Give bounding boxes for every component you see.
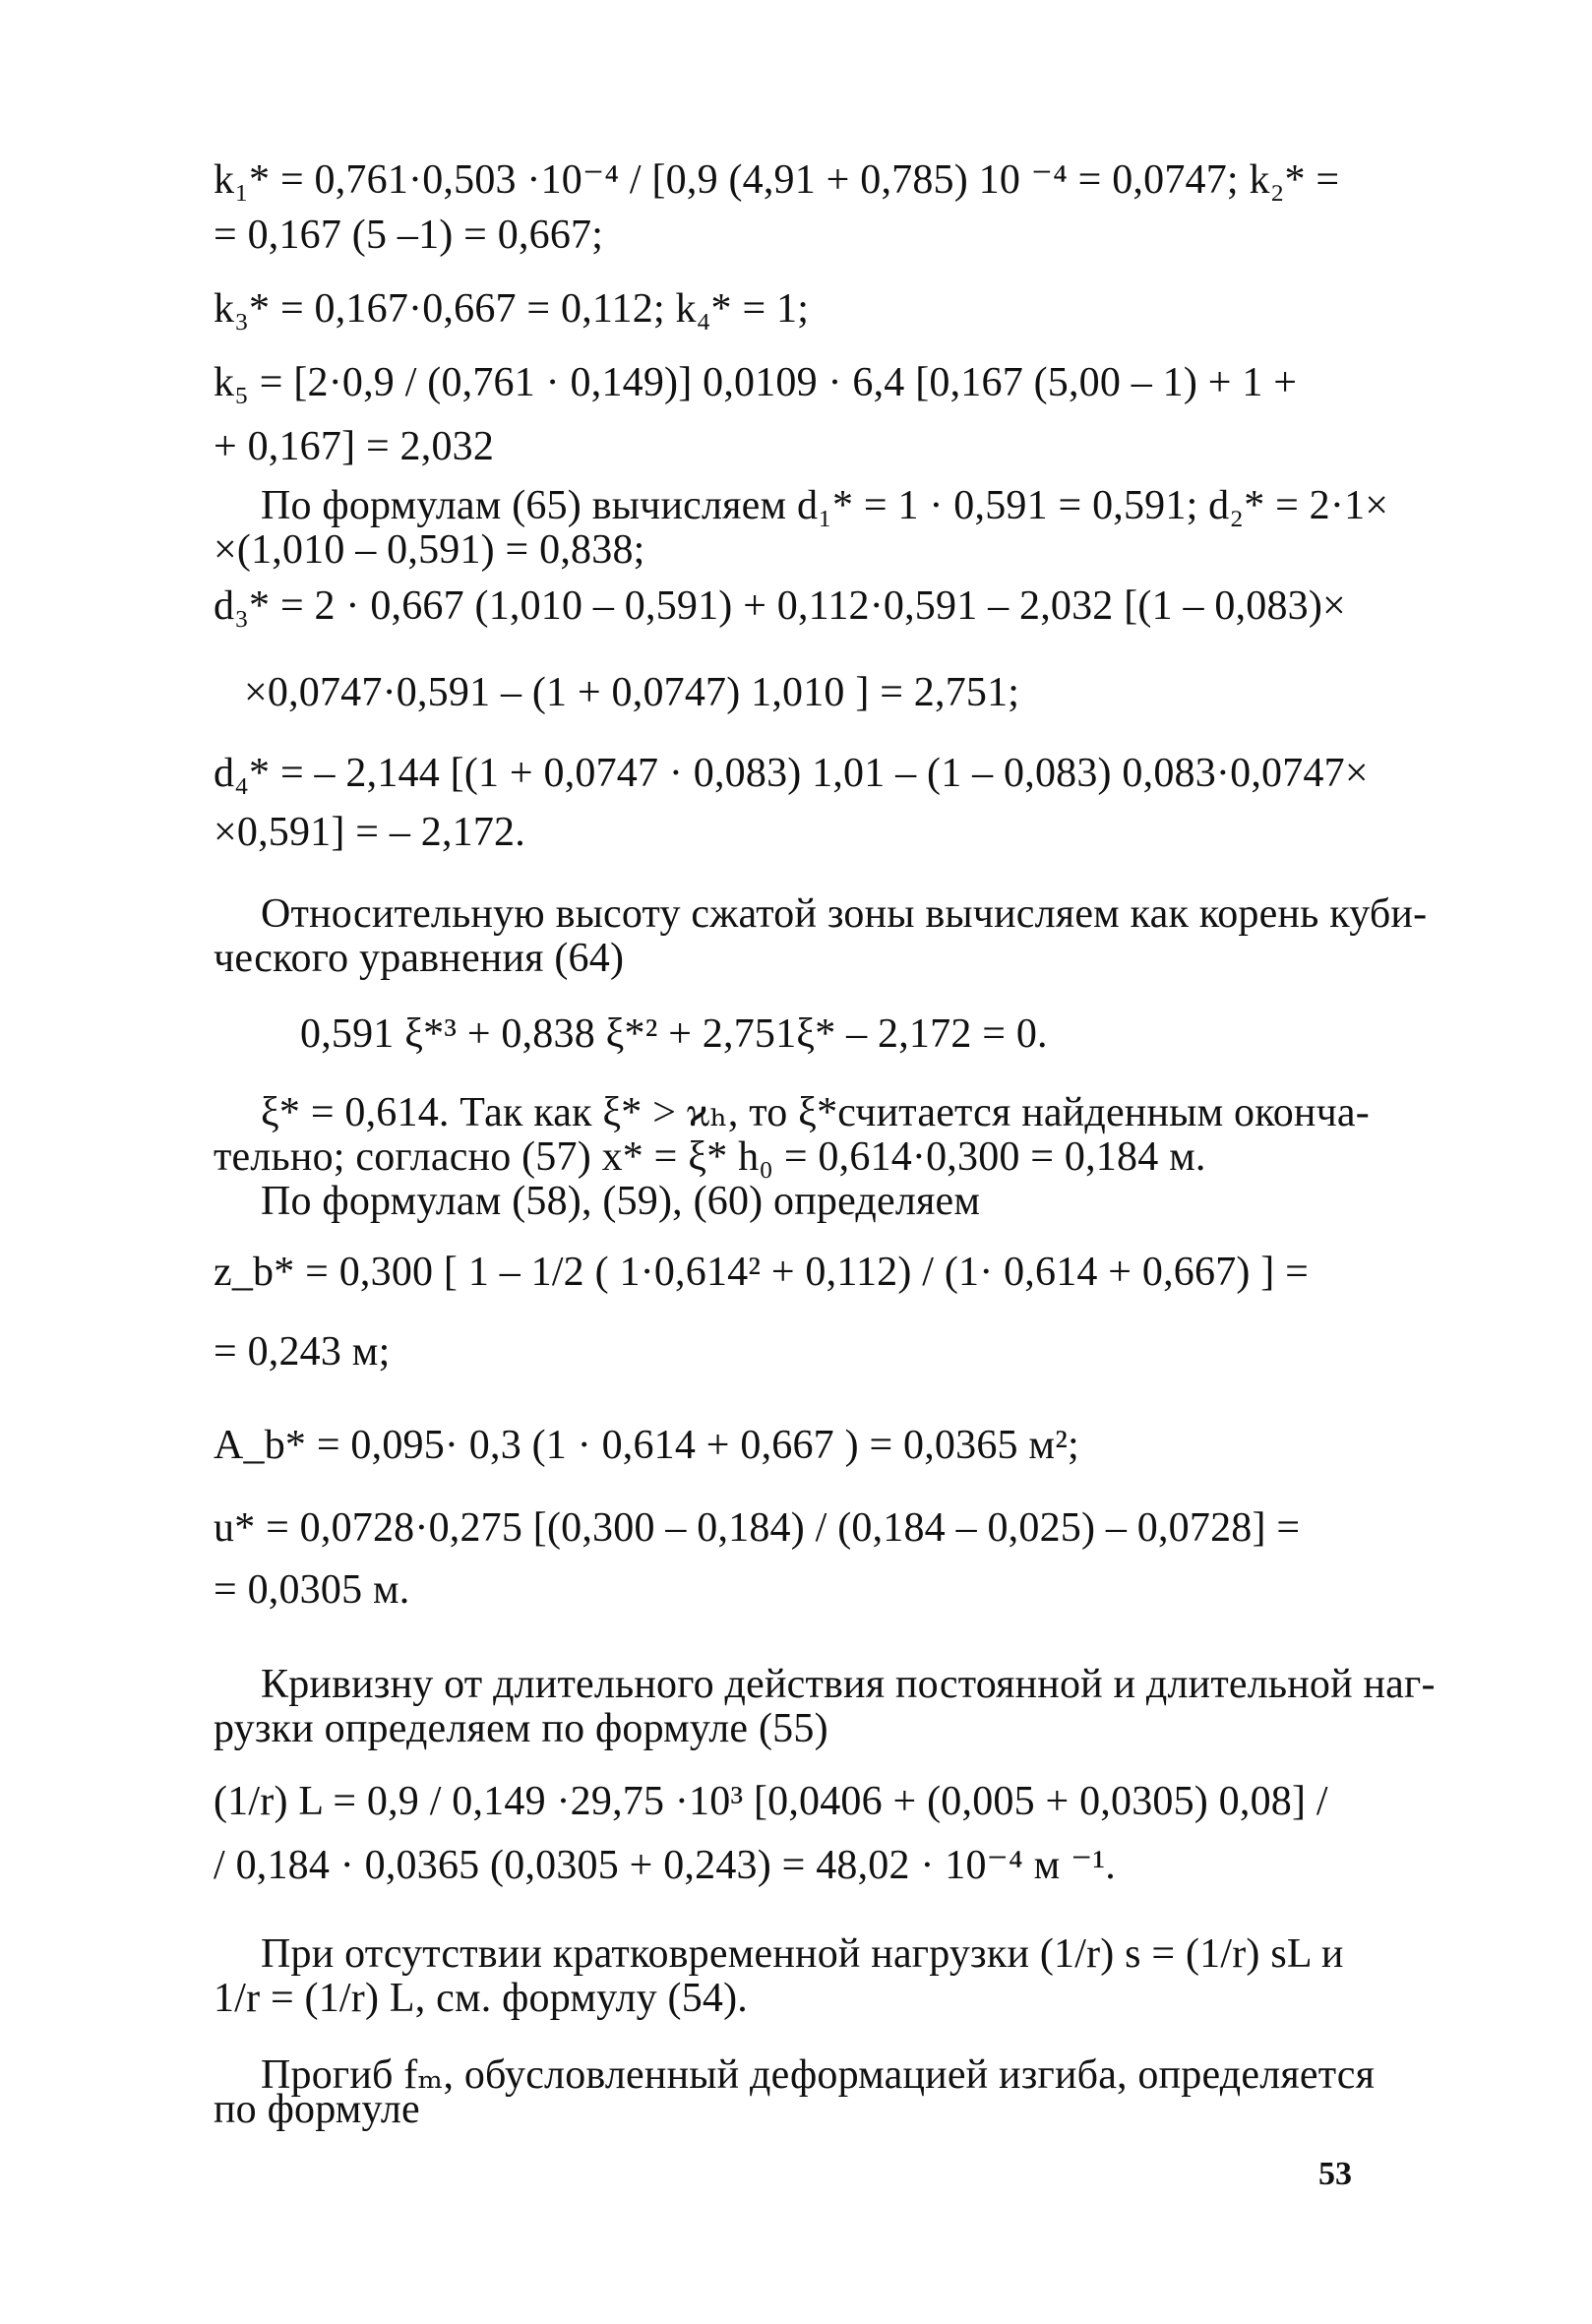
formula-curvature-line-2: / 0,184 · 0,0365 (0,0305 + 0,243) = 48,02 · 10⁻⁴ м ⁻¹. — [214, 1843, 1116, 1888]
paragraph-short-term-line-1: При отсутствии кратковременной нагрузки (1/r) s = (1/r) sL и — [261, 1931, 1344, 1977]
paragraph-curvature-line-2: рузки определяем по формуле (55) — [214, 1706, 828, 1751]
formula-zb-line-1: z_b* = 0,300 [ 1 – 1/2 ( 1·0,614² + 0,112) / (1· 0,614 + 0,667) ] = — [214, 1250, 1310, 1295]
paragraph-cubic-line-2: ческого уравнения (64) — [214, 936, 625, 981]
paragraph-curvature-line-1: Кривизну от длительного действия постоянной и длительной наг- — [261, 1662, 1436, 1707]
paragraph-deflection-line-1: Прогиб fₘ, обусловленный деформацией изгиба, определяется — [261, 2052, 1376, 2098]
paragraph-xi-line-2: тельно; согласно (57) x* = ξ* h₀ = 0,614·0,300 = 0,184 м. — [214, 1134, 1206, 1180]
formula-d3-line-2: ×0,0747·0,591 – (1 + 0,0747) 1,010 ] = 2,751; — [244, 670, 1020, 715]
paragraph-cubic-line-1: Относительную высоту сжатой зоны вычисляем как корень куби- — [261, 891, 1428, 937]
cubic-equation: 0,591 ξ*³ + 0,838 ξ*² + 2,751ξ* – 2,172 = 0. — [300, 1011, 1048, 1057]
formula-d3-line-1: d₃* = 2 · 0,667 (1,010 – 0,591) + 0,112·0,591 – 2,032 [(1 – 0,083)× — [214, 583, 1346, 629]
paragraph-formulas-65-line-1: По формулам (65) вычисляем d₁* = 1 · 0,591 = 0,591; d₂* = 2·1× — [261, 483, 1389, 528]
paragraph-formulas-58-60: По формулам (58), (59), (60) определяем — [261, 1179, 981, 1224]
paragraph-short-term-line-2: 1/r = (1/r) L, см. формулу (54). — [214, 1976, 748, 2021]
formula-d4-line-2: ×0,591] = – 2,172. — [214, 810, 525, 855]
formula-curvature-line-1: (1/r) L = 0,9 / 0,149 ·29,75 ·10³ [0,0406 + (0,005 + 0,0305) 0,08] / — [214, 1779, 1328, 1824]
formula-k3-k4: k₃* = 0,167·0,667 = 0,112; k₄* = 1; — [214, 286, 810, 332]
formula-k5-line-2: + 0,167] = 2,032 — [214, 424, 495, 469]
formula-zb-line-2: = 0,243 м; — [214, 1329, 391, 1375]
formula-u-line-1: u* = 0,0728·0,275 [(0,300 – 0,184) / (0,184 – 0,025) – 0,0728] = — [214, 1505, 1301, 1551]
paragraph-xi-line-1: ξ* = 0,614. Так как ξ* > ϰₕ, то ξ*считается найденным оконча- — [261, 1090, 1370, 1135]
formula-k5-line-1: k₅ = [2·0,9 / (0,761 · 0,149)] 0,0109 · 6,4 [0,167 (5,00 – 1) + 1 + — [214, 360, 1298, 405]
formula-k1-line-2: = 0,167 (5 –1) = 0,667; — [214, 213, 604, 258]
formula-k1-line-1: k₁* = 0,761·0,503 ·10⁻⁴ / [0,9 (4,91 + 0,785) 10 ⁻⁴ = 0,0747; k₂* = — [214, 157, 1340, 203]
paragraph-formulas-65-line-2: ×(1,010 – 0,591) = 0,838; — [214, 527, 645, 573]
page-number: 53 — [1318, 2156, 1352, 2192]
formula-u-line-2: = 0,0305 м. — [214, 1567, 410, 1613]
formula-ab: A_b* = 0,095· 0,3 (1 · 0,614 + 0,667 ) = 0,0365 м²; — [214, 1423, 1079, 1468]
formula-d4-line-1: d₄* = – 2,144 [(1 + 0,0747 · 0,083) 1,01 – (1 – 0,083) 0,083·0,0747× — [214, 751, 1369, 796]
paragraph-deflection-line-2: по формуле — [214, 2087, 420, 2132]
